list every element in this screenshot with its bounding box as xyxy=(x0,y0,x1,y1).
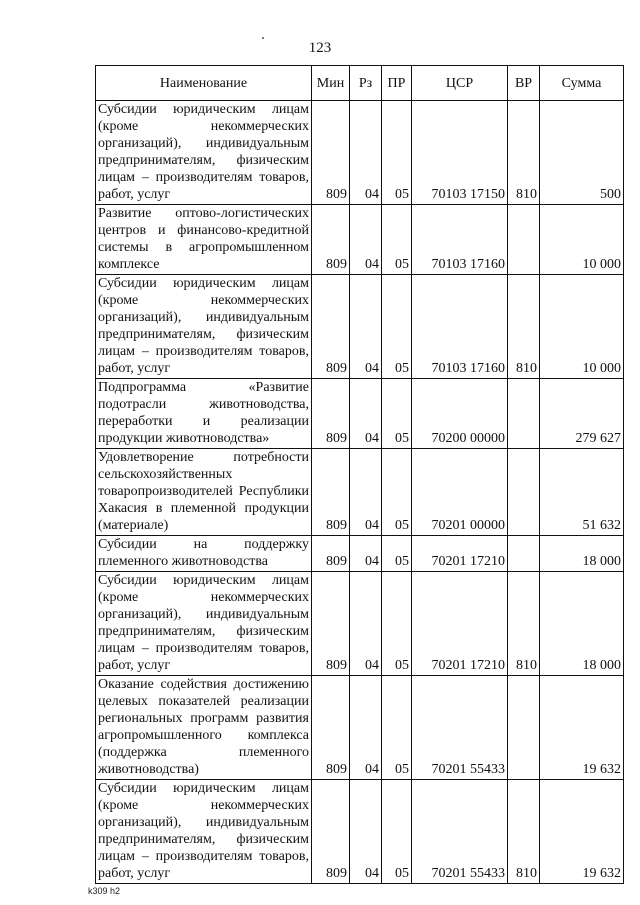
row-min: 809 xyxy=(312,780,350,884)
row-sum: 19 632 xyxy=(540,676,624,780)
row-csr: 70201 55433 xyxy=(412,676,508,780)
row-rz: 04 xyxy=(350,101,382,205)
row-name: Оказание содействия достижению целевых показателей реализации региональных программ развития агропромышленного комплекса (поддержка племенного животноводства) xyxy=(96,676,312,780)
table-row xyxy=(96,101,624,205)
row-pr: 05 xyxy=(382,536,412,572)
header-sum: Сумма xyxy=(540,66,624,101)
row-min: 809 xyxy=(312,536,350,572)
row-rz: 04 xyxy=(350,449,382,536)
row-sum: 18 000 xyxy=(540,572,624,676)
row-rz: 04 xyxy=(350,379,382,449)
row-min: 809 xyxy=(312,572,350,676)
table-row xyxy=(96,205,624,275)
table-row xyxy=(96,536,624,572)
row-pr: 05 xyxy=(382,379,412,449)
row-vr xyxy=(508,449,540,536)
row-name: Субсидии на поддержку племенного животноводства xyxy=(96,536,312,572)
row-name: Удовлетворение потребности сельскохозяйственных товаропроизводителей Республики Хакасия в племенной продукции (материале) xyxy=(96,449,312,536)
table-row xyxy=(96,379,624,449)
row-min: 809 xyxy=(312,101,350,205)
table-row xyxy=(96,449,624,536)
row-name: Субсидии юридическим лицам (кроме некоммерческих организаций), индивидуальным предпринимателям, физическим лицам – производителям товаров, работ, услуг xyxy=(96,101,312,205)
row-vr: 810 xyxy=(508,275,540,379)
table-row xyxy=(96,572,624,676)
row-rz: 04 xyxy=(350,536,382,572)
row-vr: 810 xyxy=(508,572,540,676)
row-rz: 04 xyxy=(350,572,382,676)
row-min: 809 xyxy=(312,275,350,379)
row-name: Подпрограмма «Развитие подотрасли животноводства, переработки и реализации продукции животноводства» xyxy=(96,379,312,449)
row-csr: 70201 55433 xyxy=(412,780,508,884)
budget-table xyxy=(95,65,624,884)
row-csr: 70103 17160 xyxy=(412,205,508,275)
row-sum: 10 000 xyxy=(540,205,624,275)
row-sum: 10 000 xyxy=(540,275,624,379)
row-sum: 18 000 xyxy=(540,536,624,572)
row-rz: 04 xyxy=(350,275,382,379)
row-csr: 70201 17210 xyxy=(412,572,508,676)
row-name: Развитие оптово-логистических центров и финансово-кредитной системы в агропромышленном комплексе xyxy=(96,205,312,275)
row-sum: 279 627 xyxy=(540,379,624,449)
header-vr: ВР xyxy=(508,66,540,101)
header-pr: ПР xyxy=(382,66,412,101)
row-pr: 05 xyxy=(382,780,412,884)
row-rz: 04 xyxy=(350,780,382,884)
row-vr xyxy=(508,205,540,275)
row-csr: 70200 00000 xyxy=(412,379,508,449)
row-sum: 19 632 xyxy=(540,780,624,884)
row-min: 809 xyxy=(312,676,350,780)
table-row xyxy=(96,275,624,379)
row-csr: 70103 17160 xyxy=(412,275,508,379)
scan-speck xyxy=(262,37,264,39)
row-pr: 05 xyxy=(382,205,412,275)
row-vr: 810 xyxy=(508,780,540,884)
header-csr: ЦСР xyxy=(412,66,508,101)
row-csr: 70201 00000 xyxy=(412,449,508,536)
table-row xyxy=(96,780,624,884)
row-pr: 05 xyxy=(382,676,412,780)
page-footer-code: k309 h2 xyxy=(88,886,121,896)
row-name: Субсидии юридическим лицам (кроме некоммерческих организаций), индивидуальным предпринимателям, физическим лицам – производителям товаров, работ, услуг xyxy=(96,572,312,676)
row-vr: 810 xyxy=(508,101,540,205)
row-csr: 70103 17150 xyxy=(412,101,508,205)
row-sum: 51 632 xyxy=(540,449,624,536)
row-min: 809 xyxy=(312,449,350,536)
row-name: Субсидии юридическим лицам (кроме некоммерческих организаций), индивидуальным предпринимателям, физическим лицам – производителям товаров, работ, услуг xyxy=(96,780,312,884)
table-row xyxy=(96,676,624,780)
row-rz: 04 xyxy=(350,676,382,780)
row-name: Субсидии юридическим лицам (кроме некоммерческих организаций), индивидуальным предпринимателям, физическим лицам – производителям товаров, работ, услуг xyxy=(96,275,312,379)
row-min: 809 xyxy=(312,379,350,449)
row-csr: 70201 17210 xyxy=(412,536,508,572)
row-sum: 500 xyxy=(540,101,624,205)
header-name: Наименование xyxy=(96,66,312,101)
row-pr: 05 xyxy=(382,101,412,205)
row-vr xyxy=(508,379,540,449)
row-vr xyxy=(508,676,540,780)
row-pr: 05 xyxy=(382,572,412,676)
page-number: 123 xyxy=(308,40,332,56)
header-min: Мин xyxy=(312,66,350,101)
row-min: 809 xyxy=(312,205,350,275)
header-rz: Рз xyxy=(350,66,382,101)
row-pr: 05 xyxy=(382,275,412,379)
row-rz: 04 xyxy=(350,205,382,275)
row-pr: 05 xyxy=(382,449,412,536)
table-header-row xyxy=(96,66,624,101)
row-vr xyxy=(508,536,540,572)
